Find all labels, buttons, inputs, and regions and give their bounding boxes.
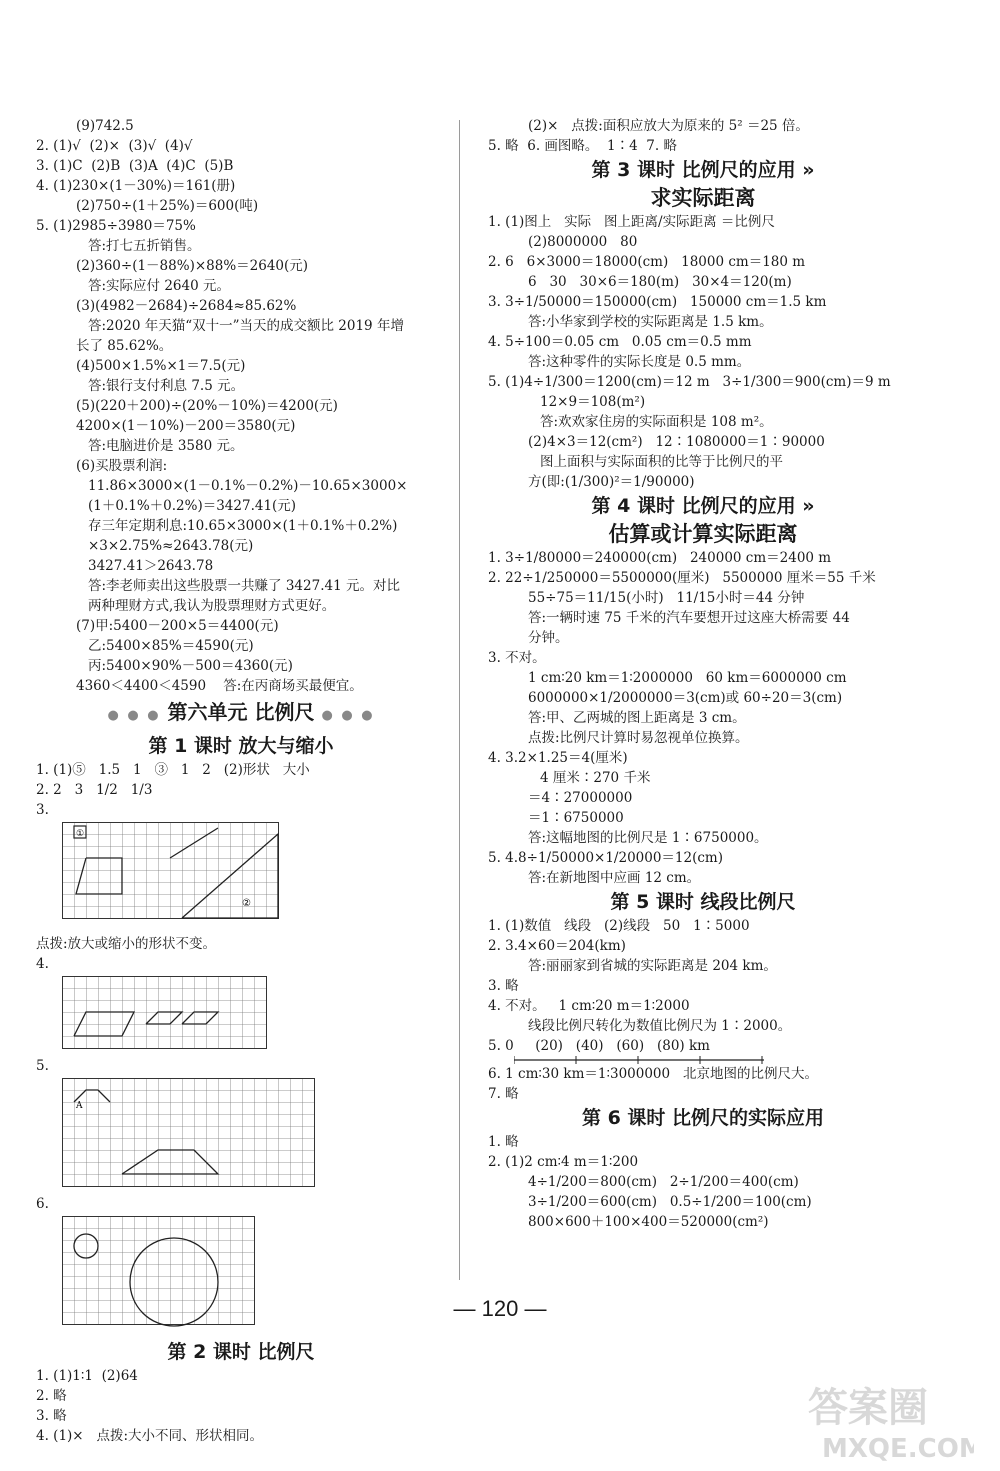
unit-heading: ● ● ● 第六单元 比例尺 ● ● ●: [107, 700, 375, 724]
answer-line: 答:一辆时速 75 千米的汽车要想开过这座大桥需要 44: [528, 610, 850, 626]
answer-line: 5. (1)4÷1/300＝1200(cm)＝12 m 3÷1/300＝900(cm)＝9 m: [488, 374, 891, 390]
answer-line: 方(即:(1/300)²＝1/90000): [528, 474, 695, 490]
answer-line: 答:实际应付 2640 元。: [88, 278, 230, 294]
watermark-logo: [804, 1375, 974, 1465]
answer-line: 答:甲、乙两城的图上距离是 3 cm。: [528, 710, 746, 726]
answer-line: (2)× 点拨:面积应放大为原来的 5² ＝25 倍。: [528, 118, 809, 134]
grid-figure-trapezoid: [62, 1078, 324, 1190]
line-scale-bar: [514, 1056, 774, 1064]
svg-text:答案圈: 答案圈: [808, 1385, 928, 1431]
answer-line: 6. 1 cm∶30 km＝1∶3000000 北京地图的比例尺大。: [488, 1066, 818, 1082]
answer-line: 丙:5400×90%－500＝4360(元): [88, 658, 293, 674]
answer-line: 4200×(1－10%)－200＝3580(元): [76, 418, 296, 434]
answer-line: 存三年定期利息:10.65×3000×(1＋0.1%＋0.2%): [88, 518, 398, 534]
answer-line: (3)(4982－2684)÷2684≈85.62%: [76, 298, 297, 314]
page-number: — 120 —: [453, 1296, 547, 1321]
answer-line: 4. (1)230×(1－30%)＝161(册): [36, 178, 236, 194]
answer-line: 答:电脑进价是 3580 元。: [88, 438, 244, 454]
answer-line: 5. 略 6. 画图略。 1∶4 7. 略: [488, 138, 677, 154]
answer-line: 2. 3.4×60＝204(km): [488, 938, 626, 954]
answer-line: 答:李老师卖出这些股票一共赚了 3427.41 元。对比: [88, 578, 400, 594]
answer-line: 2. 22÷1/250000＝5500000(厘米) 5500000 厘米＝55 千米: [488, 570, 876, 586]
answer-line: 答:这幅地图的比例尺是 1∶6750000。: [528, 830, 768, 846]
column-divider: [459, 120, 460, 1280]
answer-line: 线段比例尺转化为数值比例尺为 1∶2000。: [528, 1018, 792, 1034]
answer-line: (4)500×1.5%×1＝7.5(元): [76, 358, 246, 374]
answer-line: 5. (1)2985÷3980＝75%: [36, 218, 196, 234]
answer-line: ＝1∶6750000: [528, 810, 624, 826]
answer-line: 分钟。: [528, 630, 569, 646]
svg-text:MXQE.COM: MXQE.COM: [822, 1434, 974, 1464]
answer-line: 5. 0 (20) (40) (60) (80) km: [488, 1038, 710, 1054]
answer-line: 1. (1)图上 实际 图上距离/实际距离 ＝比例尺: [488, 214, 775, 230]
answer-line: (9)742.5: [76, 118, 134, 134]
answer-line: (2)750÷(1＋25%)＝600(吨): [76, 198, 259, 214]
answer-line: 2. 6 6×3000＝18000(cm) 18000 cm＝180 m: [488, 254, 806, 270]
lesson-heading: 第 1 课时 放大与缩小: [148, 735, 334, 757]
lesson-heading: 第 6 课时 比例尺的实际应用: [581, 1107, 825, 1129]
answer-line: 3. 略: [36, 1408, 67, 1424]
label-one: ①: [76, 829, 85, 839]
answer-line: 4. (1)× 点拨:大小不同、形状相同。: [36, 1428, 264, 1444]
answer-line: 答:打七五折销售。: [88, 238, 201, 254]
lesson-heading: 第 4 课时 比例尺的应用 »: [591, 495, 815, 517]
answer-line: 1. (1)数值 线段 (2)线段 50 1∶5000: [488, 918, 750, 934]
answer-line: 7. 略: [488, 1086, 519, 1102]
lesson-subheading: 估算或计算实际距离: [608, 522, 798, 546]
answer-line: 答:小华家到学校的实际距离是 1.5 km。: [528, 314, 773, 330]
answer-line: 3. 3÷1/50000＝150000(cm) 150000 cm＝1.5 km: [488, 294, 827, 310]
answer-line: 点拨:比例尺计算时易忽视单位换算。: [528, 730, 749, 746]
answer-line: (2)4×3＝12(cm²) 12∶1080000＝1∶90000: [528, 434, 825, 450]
answer-line: 1. 略: [488, 1134, 519, 1150]
answer-line: 6 30 30×6＝180(m) 30×4＝120(m): [528, 274, 792, 290]
answer-line: ＝4∶27000000: [528, 790, 633, 806]
answer-line: 4. 3.2×1.25＝4(厘米): [488, 750, 628, 766]
answer-line: 3. 略: [488, 978, 519, 994]
answer-line: 答:丽丽家到省城的实际距离是 204 km。: [528, 958, 777, 974]
answer-line: 4. 不对。 1 cm∶20 m＝1∶2000: [488, 998, 690, 1014]
answer-line: 答:2020 年天猫“双十一”当天的成交额比 2019 年增: [88, 318, 404, 334]
answer-line: 3. 不对。: [488, 650, 546, 666]
answer-line: 6000000×1/2000000＝3(cm)或 60÷20＝3(cm): [528, 690, 843, 706]
answer-line: 答:在新地图中应画 12 cm。: [528, 870, 701, 886]
right-column: [488, 116, 918, 1232]
answer-line: (1＋0.1%＋0.2%)＝3427.41(元): [88, 498, 297, 514]
answer-line: 3÷1/200＝600(cm) 0.5÷1/200＝100(cm): [528, 1194, 812, 1210]
label-two: ②: [242, 898, 251, 909]
answer-line: 4. 5÷100＝0.05 cm 0.05 cm＝0.5 mm: [488, 334, 752, 350]
answer-line: (7)甲:5400－200×5＝4400(元): [76, 618, 279, 634]
answer-line: 1. (1)1∶1 (2)64: [36, 1368, 138, 1384]
lesson-heading: 第 3 课时 比例尺的应用 »: [591, 159, 815, 181]
answer-line: 2. 略: [36, 1388, 67, 1404]
answer-line: 答:这种零件的实际长度是 0.5 mm。: [528, 354, 751, 370]
answer-line: 1 cm∶20 km＝1∶2000000 60 km＝6000000 cm: [528, 670, 847, 686]
lesson-subheading: 求实际距离: [650, 186, 756, 210]
answer-line: 4360＜4400＜4590 答:在丙商场买最便宜。: [76, 678, 363, 694]
answer-line: 3. (1)C (2)B (3)A (4)C (5)B: [36, 158, 234, 174]
answer-line: 12×9＝108(m²): [540, 394, 646, 410]
answer-line: 2. 2 3 1/2 1/3: [36, 782, 153, 798]
answer-line: 两种理财方式,我认为股票理财方式更好。: [88, 598, 336, 614]
answer-line: ×3×2.75%≈2643.78(元): [88, 538, 254, 554]
question-number: 4.: [36, 956, 49, 972]
left-column: [36, 116, 446, 1446]
answer-line: (5)(220＋200)÷(20%－10%)＝4200(元): [76, 398, 338, 414]
answer-line: 乙:5400×85%＝4590(元): [88, 638, 254, 654]
answer-line: 答:欢欢家住房的实际面积是 108 m²。: [540, 414, 773, 430]
question-number: 3.: [36, 802, 49, 818]
label-a: A: [76, 1101, 83, 1111]
answer-line: 2. (1)√ (2)× (3)√ (4)√: [36, 138, 193, 154]
question-number: 6.: [36, 1196, 49, 1212]
lesson-heading: 第 5 课时 线段比例尺: [610, 891, 796, 913]
question-number: 5.: [36, 1058, 49, 1074]
answer-line: 4 厘米∶270 千米: [540, 770, 651, 786]
answer-line: (2)360÷(1－88%)×88%＝2640(元): [76, 258, 309, 274]
answer-line: 55÷75＝11/15(小时) 11/15小时＝44 分钟: [528, 590, 805, 606]
grid-figure-enlarge: [62, 822, 290, 930]
tip-line: 点拨:放大或缩小的形状不变。: [36, 936, 217, 952]
answer-line: 4÷1/200＝800(cm) 2÷1/200＝400(cm): [528, 1174, 799, 1190]
answer-line: 800×600＋100×400＝520000(cm²): [528, 1214, 769, 1230]
answer-line: 1. 3÷1/80000＝240000(cm) 240000 cm＝2400 m: [488, 550, 832, 566]
grid-figure-parallelograms: [62, 976, 272, 1052]
answer-line: 答:银行支付利息 7.5 元。: [88, 378, 245, 394]
answer-line: (2)8000000 80: [528, 234, 638, 250]
lesson-heading: 第 2 课时 比例尺: [167, 1341, 315, 1363]
answer-line: 图上面积与实际面积的比等于比例尺的平: [540, 454, 783, 470]
answer-line: 5. 4.8÷1/50000×1/20000＝12(cm): [488, 850, 724, 866]
answer-line: 2. (1)2 cm∶4 m＝1∶200: [488, 1154, 639, 1170]
answer-line: 长了 85.62%。: [76, 338, 173, 354]
answer-line: 3427.41＞2643.78: [88, 558, 214, 574]
answer-line: 1. (1)⑤ 1.5 1 ③ 1 2 (2)形状 大小: [36, 762, 310, 778]
answer-line: (6)买股票利润:: [76, 458, 168, 474]
answer-line: 11.86×3000×(1－0.1%－0.2%)－10.65×3000×: [88, 478, 408, 494]
